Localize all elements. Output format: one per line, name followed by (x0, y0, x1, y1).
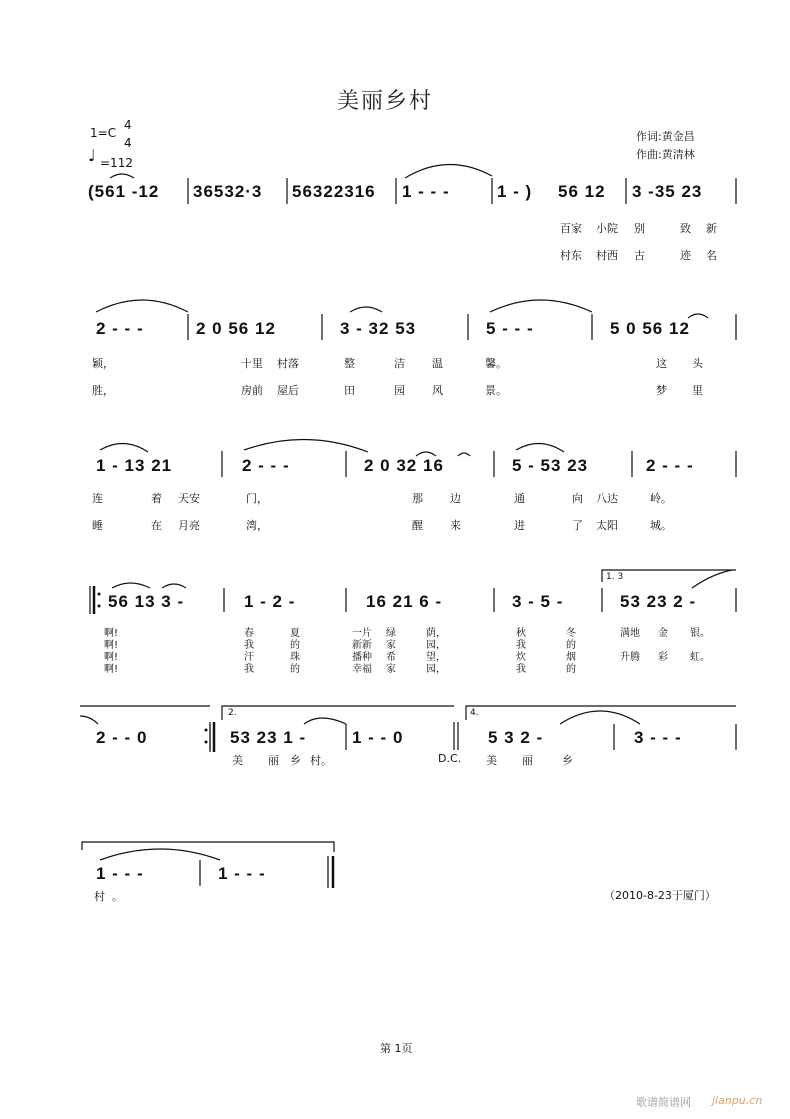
lyric-3-16: 来 (450, 519, 461, 532)
lyric-3-18: 了 (572, 519, 583, 532)
verse-lyric: 金 (658, 628, 668, 639)
measure-1-1: (561 -12 (88, 182, 160, 201)
lyric-2-7: 馨。 (485, 357, 507, 370)
lyric-2-5: 洁 (394, 357, 405, 370)
measure-3-3: 2 0 32 16 (364, 456, 444, 475)
verse-lyric: 荫， (426, 628, 446, 639)
verse-lyric: 夏 (290, 628, 300, 639)
lyric-2-12: 屋后 (277, 384, 299, 397)
measure-1-6: 56 12 (558, 182, 606, 201)
lyricist-credit: 作词:黄金昌 (636, 130, 695, 143)
lyric-3-15: 醒 (412, 519, 423, 532)
verse-lyric: 家 (386, 664, 396, 675)
page-number: 第 1页 (380, 1042, 413, 1055)
measure-4-3: 16 21 6 - (366, 592, 443, 611)
verse-lyric: 新新 (352, 640, 372, 651)
verse-lyric: 我 (516, 640, 526, 651)
verse-lyric: 春 (244, 628, 254, 639)
verse-lyric: 我 (516, 664, 526, 675)
measure-1-7: 3 -35 23 (632, 182, 703, 201)
lyric-3-6: 边 (450, 492, 461, 505)
verse-lyric: 希 (386, 652, 396, 663)
site-watermark-url: jianpu.cn (712, 1094, 763, 1107)
verse-lyric: 烟 (566, 652, 576, 663)
lyric-2-2: 十里 (241, 357, 263, 370)
lyric-5-2: 丽 (268, 754, 279, 767)
verse-lyric: 啊! (104, 628, 119, 639)
verse-lyric: 满地 (620, 628, 640, 639)
lyric-5-8: 乡 (562, 754, 573, 767)
lyric-1-2: 小院 (596, 222, 618, 235)
meter-top: 4 (124, 118, 132, 132)
measure-6-1: 1 - - - (96, 864, 144, 883)
lyric-3-11: 睡 (92, 519, 103, 532)
lyric-3-10: 岭。 (650, 492, 672, 505)
measure-1-3: 56322316 (292, 182, 376, 201)
verse-lyric: 啊! (104, 640, 119, 651)
lyric-2-8: 这 (656, 357, 667, 370)
lyric-2-1: 颖， (92, 357, 114, 370)
measure-4-4: 3 - 5 - (512, 592, 564, 611)
verse-lyric: 升腾 (620, 652, 640, 663)
verse-lyric: 我 (244, 640, 254, 651)
verse-lyric: 望， (426, 652, 446, 663)
volta-1-3: 1. 3 (606, 572, 624, 582)
verse-lyric: 汗 (244, 652, 254, 663)
measure-3-5: 2 - - - (646, 456, 694, 475)
measure-2-1: 2 - - - (96, 319, 144, 338)
site-watermark: 歌谱简谱网 (636, 1096, 691, 1109)
lyric-3-3: 天安 (178, 492, 200, 505)
composition-date: （2010-8-23于厦门） (604, 889, 716, 902)
measure-3-1: 1 - 13 21 (96, 456, 173, 475)
lyric-3-8: 向 (572, 492, 583, 505)
measure-5-5: 3 - - - (634, 728, 682, 747)
verse-lyric: 啊! (104, 664, 119, 675)
verse-lyric: 啊! (104, 652, 119, 663)
lyric-5-7: 丽 (522, 754, 533, 767)
quarter-note-icon: ♩ (88, 146, 96, 165)
verse-lyric: 虹。 (690, 652, 710, 663)
lyric-3-14: 湾， (246, 519, 268, 532)
verse-lyric: 银。 (690, 628, 710, 639)
key-signature: 1=C (90, 126, 117, 140)
measure-4-2: 1 - 2 - (244, 592, 296, 611)
tempo-marking: =112 (100, 156, 133, 170)
lyric-2-9: 头 (692, 357, 703, 370)
lyric-1-3: 别 (634, 222, 645, 235)
verse-lyric: 幸福 (352, 664, 372, 675)
lyric-1-10: 名 (706, 249, 717, 262)
verse-lyric: 的 (566, 640, 576, 651)
lyric-5-3: 乡 (290, 754, 301, 767)
lyric-3-20: 城。 (650, 519, 672, 532)
lyric-2-11: 房前 (241, 384, 263, 397)
measure-1-4: 1 - - - (402, 182, 450, 201)
verse-lyric: 播种 (352, 652, 372, 663)
volta-2: 2. (228, 708, 237, 718)
lyric-1-4: 致 (680, 222, 691, 235)
verse-lyric: 园， (426, 664, 446, 675)
lyric-3-13: 月亮 (178, 519, 200, 532)
measure-4-1: 56 13 3 - (108, 592, 185, 611)
lyric-5-1: 美 (232, 754, 243, 767)
composer-credit: 作曲:黄清林 (636, 148, 695, 161)
lyric-2-15: 风 (432, 384, 443, 397)
lyric-2-17: 梦 (656, 384, 667, 397)
song-title: 美丽乡村 (337, 89, 434, 114)
lyric-2-3: 村落 (277, 357, 299, 370)
lyric-2-18: 里 (692, 384, 703, 397)
measure-5-1: 2 - - 0 (96, 728, 148, 747)
lyric-2-4: 整 (344, 357, 355, 370)
measure-1-2: 36532·3 (193, 182, 263, 201)
lyric-1-5: 新 (706, 222, 717, 235)
meter-bottom: 4 (124, 136, 132, 150)
lyric-6-1: 村 (94, 890, 105, 903)
lyric-3-5: 那 (412, 492, 423, 505)
verse-lyric: 冬 (566, 628, 576, 639)
verse-lyric: 珠 (290, 652, 300, 663)
verse-lyric: 绿 (386, 628, 396, 639)
measure-4-5: 53 23 2 - (620, 592, 697, 611)
verse-lyric: 的 (290, 664, 300, 675)
measure-2-3: 3 - 32 53 (340, 319, 417, 338)
measure-5-4: 5 3 2 - (488, 728, 544, 747)
verse-lyric: 家 (386, 640, 396, 651)
lyric-2-16: 景。 (485, 384, 507, 397)
measure-2-5: 5 0 56 12 (610, 319, 690, 338)
lyric-1-9: 迹 (680, 249, 691, 262)
lyric-2-14: 园 (394, 384, 405, 397)
lyric-1-1: 百家 (560, 222, 582, 235)
verse-lyric: 彩 (658, 652, 668, 663)
measure-3-4: 5 - 53 23 (512, 456, 589, 475)
measure-2-4: 5 - - - (486, 319, 534, 338)
lyric-1-6: 村东 (560, 249, 582, 262)
verse-lyric: 我 (244, 664, 254, 675)
measure-1-5: 1 - ) (497, 182, 533, 201)
lyric-3-7: 通 (514, 492, 525, 505)
lyric-1-7: 村西 (596, 249, 618, 262)
volta-4: 4. (470, 708, 479, 718)
verse-lyric: 的 (290, 640, 300, 651)
lyric-5-4: 村。 (310, 754, 332, 767)
verse-lyric: 一片 (352, 628, 372, 639)
measure-5-2: 53 23 1 - (230, 728, 307, 747)
measure-3-2: 2 - - - (242, 456, 290, 475)
verse-lyric: 秋 (516, 628, 526, 639)
lyric-3-1: 连 (92, 492, 103, 505)
verse-lyric: 的 (566, 664, 576, 675)
lyric-6-2: 。 (112, 890, 123, 903)
lyric-2-6: 温 (432, 357, 443, 370)
lyric-3-2: 着 (151, 492, 162, 505)
lyric-5-5: D.C. (438, 752, 462, 765)
lyric-3-17: 进 (514, 519, 525, 532)
lyric-1-8: 古 (634, 249, 645, 262)
lyric-3-9: 八达 (596, 492, 618, 505)
measure-5-3: 1 - - 0 (352, 728, 404, 747)
measure-6-2: 1 - - - (218, 864, 266, 883)
lyric-2-10: 胜， (92, 384, 114, 397)
lyric-5-6: 美 (486, 754, 497, 767)
verse-lyric: 园， (426, 640, 446, 651)
verse-lyric: 炊 (516, 652, 526, 663)
lyric-3-19: 太阳 (596, 519, 618, 532)
lyric-3-12: 在 (151, 519, 162, 532)
lyric-2-13: 田 (344, 384, 355, 397)
measure-2-2: 2 0 56 12 (196, 319, 276, 338)
lyric-3-4: 门， (246, 492, 268, 505)
